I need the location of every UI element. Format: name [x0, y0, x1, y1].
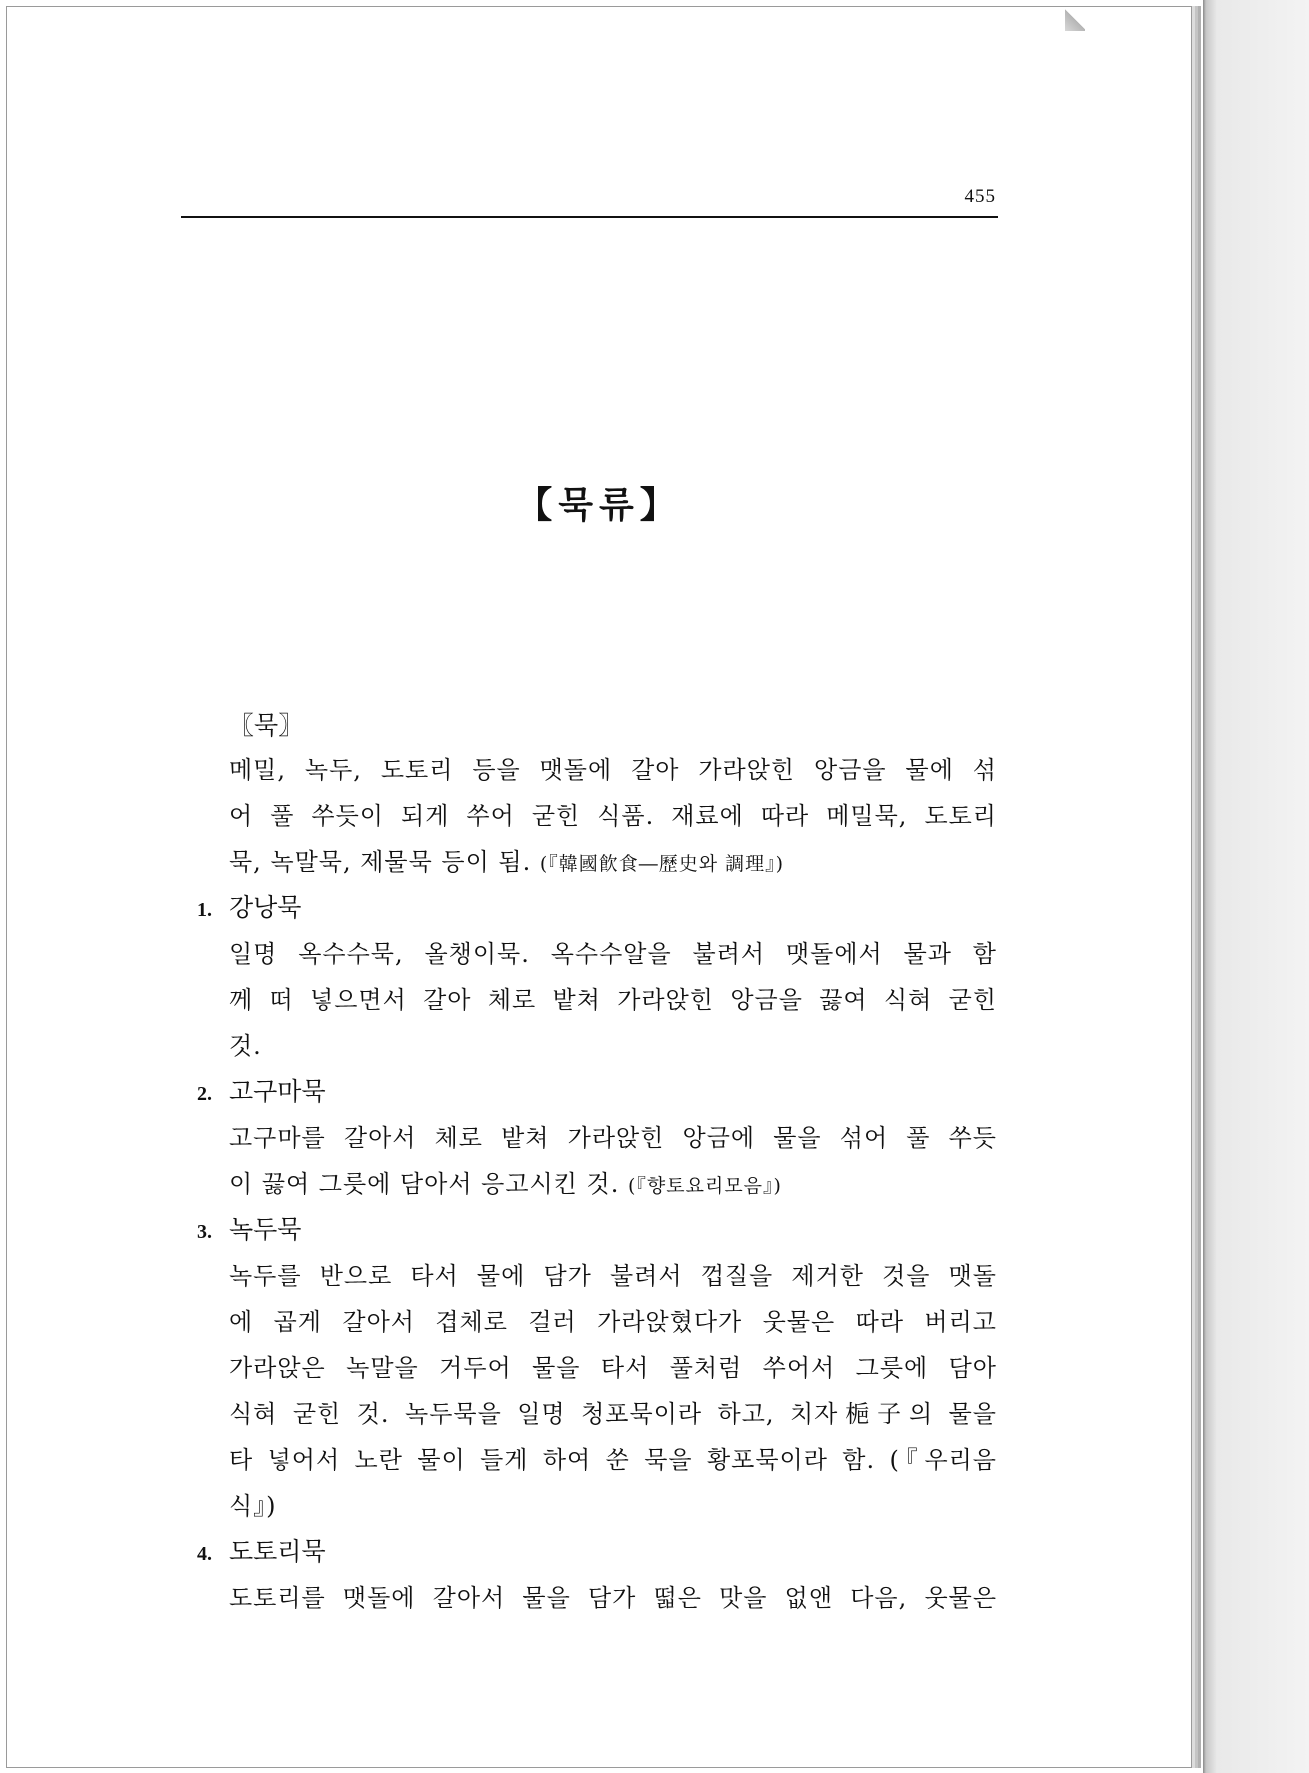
- entry-paragraph: [197, 1115, 997, 1207]
- text-line: 식혀 굳힌 것. 녹두묵을 일명 청포묵이라 하고, 치자梔子의 물을: [229, 1400, 997, 1428]
- section-title: 【묵류】: [516, 484, 682, 526]
- document-body: [197, 705, 997, 1621]
- entry-name: 고구마묵: [229, 1077, 326, 1106]
- page-stack-edge: [1203, 0, 1309, 1773]
- text-line: 께 떠 넣으면서 갈아 체로 밭쳐 가라앉힌 앙금을 끓여 식혀 굳힌: [229, 986, 997, 1014]
- text-line: 타 넣어서 노란 물이 들게 하여 쑨 묵을 황포묵이라 함. (『우리음: [229, 1446, 997, 1474]
- entry-heading: [197, 1529, 997, 1575]
- text-line: 일명 옥수수묵, 올챙이묵. 옥수수알을 불려서 맷돌에서 물과 함: [229, 940, 997, 968]
- entry-name: 녹두묵: [229, 1215, 302, 1244]
- entry-number: 3.: [197, 1221, 212, 1243]
- entry-paragraph: [197, 1575, 997, 1621]
- page-number: 455: [964, 186, 996, 207]
- text-line: 어 풀 쑤듯이 되게 쑤어 굳힌 식품. 재료에 따라 메밀묵, 도토리: [229, 802, 997, 830]
- page-corner-fold: [1065, 7, 1085, 31]
- text-line: [229, 1161, 997, 1207]
- entry-paragraph: [197, 1253, 997, 1529]
- text-line: [229, 839, 997, 885]
- entry-number: 1.: [197, 899, 212, 921]
- text-line: 에 곱게 갈아서 겹체로 걸러 가라앉혔다가 웃물은 따라 버리고: [229, 1308, 997, 1336]
- text-line-content: 묵, 녹말묵, 제물묵 등이 됨.: [229, 848, 540, 876]
- source-citation: (『향토요리모음』): [627, 1175, 782, 1197]
- text-line: 고구마를 갈아서 체로 밭쳐 가라앉힌 앙금에 물을 섞어 풀 쑤듯: [229, 1124, 997, 1152]
- text-line: 녹두를 반으로 타서 물에 담가 불려서 껍질을 제거한 것을 맷돌: [229, 1262, 997, 1290]
- entry-heading: [197, 1207, 997, 1253]
- book-page: [6, 6, 1192, 1768]
- text-line-content: 이 끓여 그릇에 담아서 응고시킨 것.: [229, 1170, 628, 1198]
- entry-name: 강낭묵: [229, 893, 302, 922]
- entry-number: 2.: [197, 1083, 212, 1105]
- text-line: 도토리를 맷돌에 갈아서 물을 담가 떫은 맛을 없앤 다음, 웃물은: [229, 1584, 997, 1612]
- text-line: 가라앉은 녹말을 거두어 물을 타서 풀처럼 쑤어서 그릇에 담아: [229, 1354, 997, 1382]
- entry-heading: [197, 1069, 997, 1115]
- source-citation: (『韓國飮食―歷史와 調理』): [539, 853, 785, 875]
- text-line: 메밀, 녹두, 도토리 등을 맷돌에 갈아 가라앉힌 앙금을 물에 섞: [229, 756, 997, 784]
- text-line: 것.: [229, 1032, 262, 1060]
- entry-name: 도토리묵: [229, 1537, 326, 1566]
- running-header: [181, 186, 998, 218]
- entry-paragraph: [197, 931, 997, 1069]
- entry-heading: [197, 885, 997, 931]
- text-line: 식』): [229, 1492, 277, 1520]
- intro-heading: 〖묵〗: [229, 711, 304, 740]
- entry-number: 4.: [197, 1543, 212, 1565]
- intro-paragraph: [197, 747, 997, 885]
